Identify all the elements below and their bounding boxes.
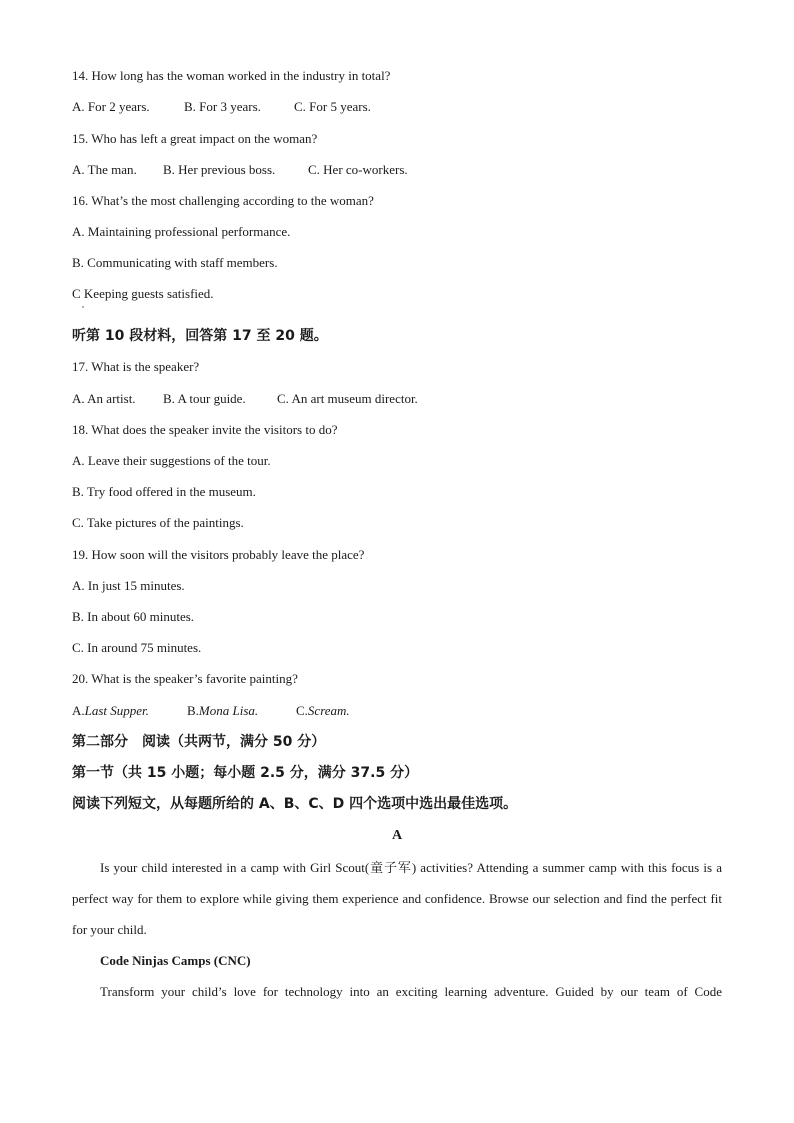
question-16: 16. What’s the most challenging according to the woman? <box>72 193 374 208</box>
passage-paragraph <box>72 852 722 945</box>
option-a <box>72 703 149 719</box>
option-a: A. The man. <box>72 162 137 177</box>
option-c: C. Her co-workers. <box>308 162 408 177</box>
camp-title: Code Ninjas Camps (CNC) <box>100 953 251 968</box>
option-a: A. An artist. <box>72 391 136 406</box>
options-20 <box>72 703 350 719</box>
option-b: B. For 3 years. <box>184 99 261 114</box>
options-15 <box>72 162 408 178</box>
option-b: B. Try food offered in the museum. <box>72 484 256 499</box>
option-b <box>187 703 258 719</box>
question-20: 20. What is the speaker’s favorite painting? <box>72 671 298 686</box>
option-a: A. Leave their suggestions of the tour. <box>72 453 271 468</box>
paragraph-text: Transform your child’s love for technology into an exciting learning adventure. Guided by our team of Code <box>100 984 722 999</box>
question-15: 15. Who has left a great impact on the woman? <box>72 131 318 146</box>
question-18: 18. What does the speaker invite the visitors to do? <box>72 422 338 437</box>
option-b: B. A tour guide. <box>163 391 246 406</box>
option-c: C. For 5 years. <box>294 99 371 114</box>
option-a: A. Maintaining professional performance. <box>72 224 291 239</box>
option-letter: B. <box>187 703 199 718</box>
option-a: A. In just 15 minutes. <box>72 578 185 593</box>
option-text: Scream. <box>307 703 350 718</box>
option-b: B. In about 60 minutes. <box>72 609 195 624</box>
question-17: 17. What is the speaker? <box>72 359 200 374</box>
option-c: C Keeping guests satisfied. <box>72 286 214 301</box>
instruction-heading: 阅读下列短文，从每题所给的 A、B、C、D 四个选项中选出最佳选项。 <box>72 796 518 812</box>
option-c: C. Take pictures of the paintings. <box>72 515 244 530</box>
option-c <box>296 703 350 719</box>
option-text: Last Supper. <box>84 703 149 718</box>
passage-title: A <box>391 828 403 843</box>
section-heading: 第一节（共 15 小题；每小题 2.5 分，满分 37.5 分） <box>72 765 419 781</box>
question-14: 14. How long has the woman worked in the industry in total? <box>72 68 391 83</box>
option-c: C. In around 75 minutes. <box>72 640 202 655</box>
part-heading: 第二部分 阅读（共两节，满分 50 分） <box>72 734 326 750</box>
option-text: Mona Lisa. <box>198 703 259 718</box>
section-heading: 听第 10 段材料，回答第 17 至 20 题。 <box>72 328 328 344</box>
option-letter: A. <box>72 703 85 718</box>
option-a: A. For 2 years. <box>72 99 150 114</box>
passage-paragraph <box>72 984 722 1000</box>
stray-dot <box>82 306 84 308</box>
option-c: C. An art museum director. <box>277 391 418 406</box>
options-14 <box>72 99 371 115</box>
option-b: B. Her previous boss. <box>163 162 276 177</box>
question-19: 19. How soon will the visitors probably leave the place? <box>72 547 365 562</box>
option-b: B. Communicating with staff members. <box>72 255 278 270</box>
paragraph-text: Is your child interested in a camp with Girl Scout(童子军) activities? Attending a summer camp with this focus is a perfect way for them to explore while giving them experience and confidence. Browse our selection and find the perfect fit for your child. <box>72 860 722 937</box>
options-17 <box>72 391 418 407</box>
option-letter: C. <box>296 703 308 718</box>
